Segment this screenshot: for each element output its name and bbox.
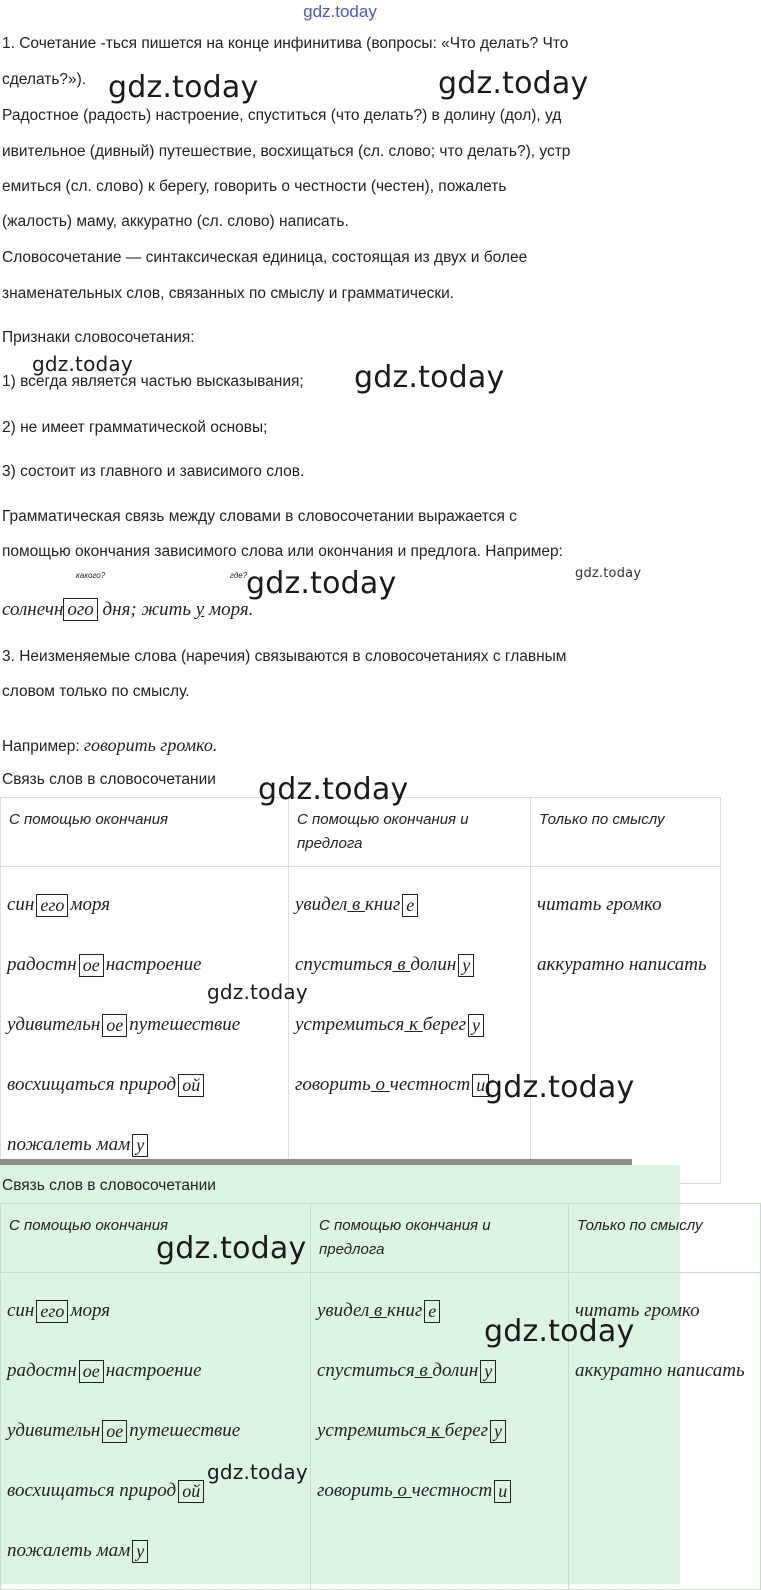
phrase-row: аккуратно написать xyxy=(537,954,707,975)
para3-line1: 3. Неизменяемые слова (наречия) связываются в словосочетаниях с главным xyxy=(2,648,567,665)
phrase-row: удивительн ое путешествие xyxy=(7,1014,241,1035)
example-line xyxy=(2,735,217,757)
table2-header-2: С помощью окончания и предлога xyxy=(311,1204,569,1273)
watermark: gdz.today xyxy=(156,1231,307,1266)
grammar-line2: помощью окончания зависимого слова или окончания и предлога. Например: xyxy=(2,543,563,560)
phrase-row: устремиться к берег у xyxy=(295,995,524,1055)
table1-header-2: С помощью окончания и предлога xyxy=(289,798,531,867)
phrase-row: пожалеть мам у xyxy=(7,1521,304,1581)
phrase-row: удивительн ое путешествие xyxy=(7,1420,241,1441)
phrase-row: читать громко xyxy=(575,1300,700,1321)
phrase-row: радостн ое настроение xyxy=(7,1360,202,1381)
phrase-row: восхищаться природ ой xyxy=(7,1055,282,1115)
handwritten-example: солнечн ого дня; жить у моря. xyxy=(2,599,254,620)
para1-line4: ивительное (дивный) путешествие, восхищаться (сл. слово; что делать?), устр xyxy=(2,143,571,160)
phrase-row: син его моря xyxy=(7,894,111,915)
question-label-gde: где? xyxy=(230,571,248,580)
watermark: gdz.today xyxy=(207,980,308,1004)
phrase-row: спуститься в долин у xyxy=(317,1341,562,1401)
para1-line6: (жалость) маму, аккуратно (сл. слово) написать. xyxy=(2,213,349,230)
watermark: gdz.today xyxy=(207,1460,308,1484)
phrase-row: радостн ое настроение xyxy=(7,954,202,975)
table2-header-1: С помощью окончания xyxy=(1,1204,311,1273)
sign-1: 1) всегда является частью высказывания; xyxy=(2,373,304,390)
phrase-row: увидел в книг е xyxy=(317,1281,562,1341)
grammar-line1: Грамматическая связь между словами в словосочетании выражается с xyxy=(2,508,517,525)
definition-line2: знаменательных слов, связанных по смыслу и грамматически. xyxy=(2,285,455,302)
para1-line2: сделать?»). xyxy=(2,71,87,88)
site-title[interactable]: gdz.today xyxy=(303,2,377,21)
phrase-row: пожалеть мам у xyxy=(7,1115,282,1175)
table-2 xyxy=(0,1203,745,1584)
table1-col2 xyxy=(289,867,531,1184)
table1-col1 xyxy=(1,867,289,1184)
definition-line1: Словосочетание — синтаксическая единица, состоящая из двух и более xyxy=(2,249,528,266)
phrase-row: восхищаться природ ой xyxy=(7,1461,304,1521)
watermark: gdz.today xyxy=(108,70,259,105)
para1-line3: Радостное (радость) настроение, спуститься (что делать?) в долину (дол), уд xyxy=(2,107,562,124)
phrase-row: син его моря xyxy=(7,1300,111,1321)
phrase-row: аккуратно написать xyxy=(575,1360,745,1381)
table1-header-3: Только по смыслу xyxy=(531,798,721,867)
watermark: gdz.today xyxy=(32,352,133,376)
table-title-2: Связь слов в словосочетании xyxy=(2,1177,216,1194)
para3-line2: словом только по смыслу. xyxy=(2,683,190,700)
phrase-row: устремиться к берег у xyxy=(317,1401,562,1461)
question-label-kakogo: какого? xyxy=(76,571,106,580)
watermark: gdz.today xyxy=(246,566,397,601)
para1-line5: емиться (сл. слово) к берегу, говорить о честности (честен), пожалеть xyxy=(2,178,507,195)
table1-header-1: С помощью окончания xyxy=(1,798,289,867)
table2-col1 xyxy=(1,1273,311,1590)
watermark: gdz.today xyxy=(258,772,409,807)
watermark: gdz.today xyxy=(354,360,505,395)
example-text: говорить громко. xyxy=(84,735,218,755)
watermark: gdz.today xyxy=(484,1070,635,1105)
table2-header-3: Только по смыслу xyxy=(569,1204,761,1273)
para1-line1: 1. Сочетание -ться пишется на конце инфинитива (вопросы: «Что делать? Что xyxy=(2,35,569,52)
phrase-row: спуститься в долин у xyxy=(295,935,524,995)
phrase-row: читать громко xyxy=(537,894,662,915)
phrase-row: говорить о честност и xyxy=(295,1055,524,1115)
phrase-row: увидел в книг е xyxy=(295,875,524,935)
sign-2: 2) не имеет грамматической основы; xyxy=(2,419,268,436)
watermark: gdz.today xyxy=(575,566,642,581)
phrase-row: говорить о честност и xyxy=(317,1461,562,1521)
watermark: gdz.today xyxy=(438,66,589,101)
example-label: Например: xyxy=(2,738,80,755)
sign-3: 3) состоит из главного и зависимого слов. xyxy=(2,463,305,480)
table1-col3 xyxy=(531,867,721,1184)
signs-title: Признаки словосочетания: xyxy=(2,329,195,346)
table-title-1: Связь слов в словосочетании xyxy=(2,771,216,788)
watermark: gdz.today xyxy=(484,1314,635,1349)
